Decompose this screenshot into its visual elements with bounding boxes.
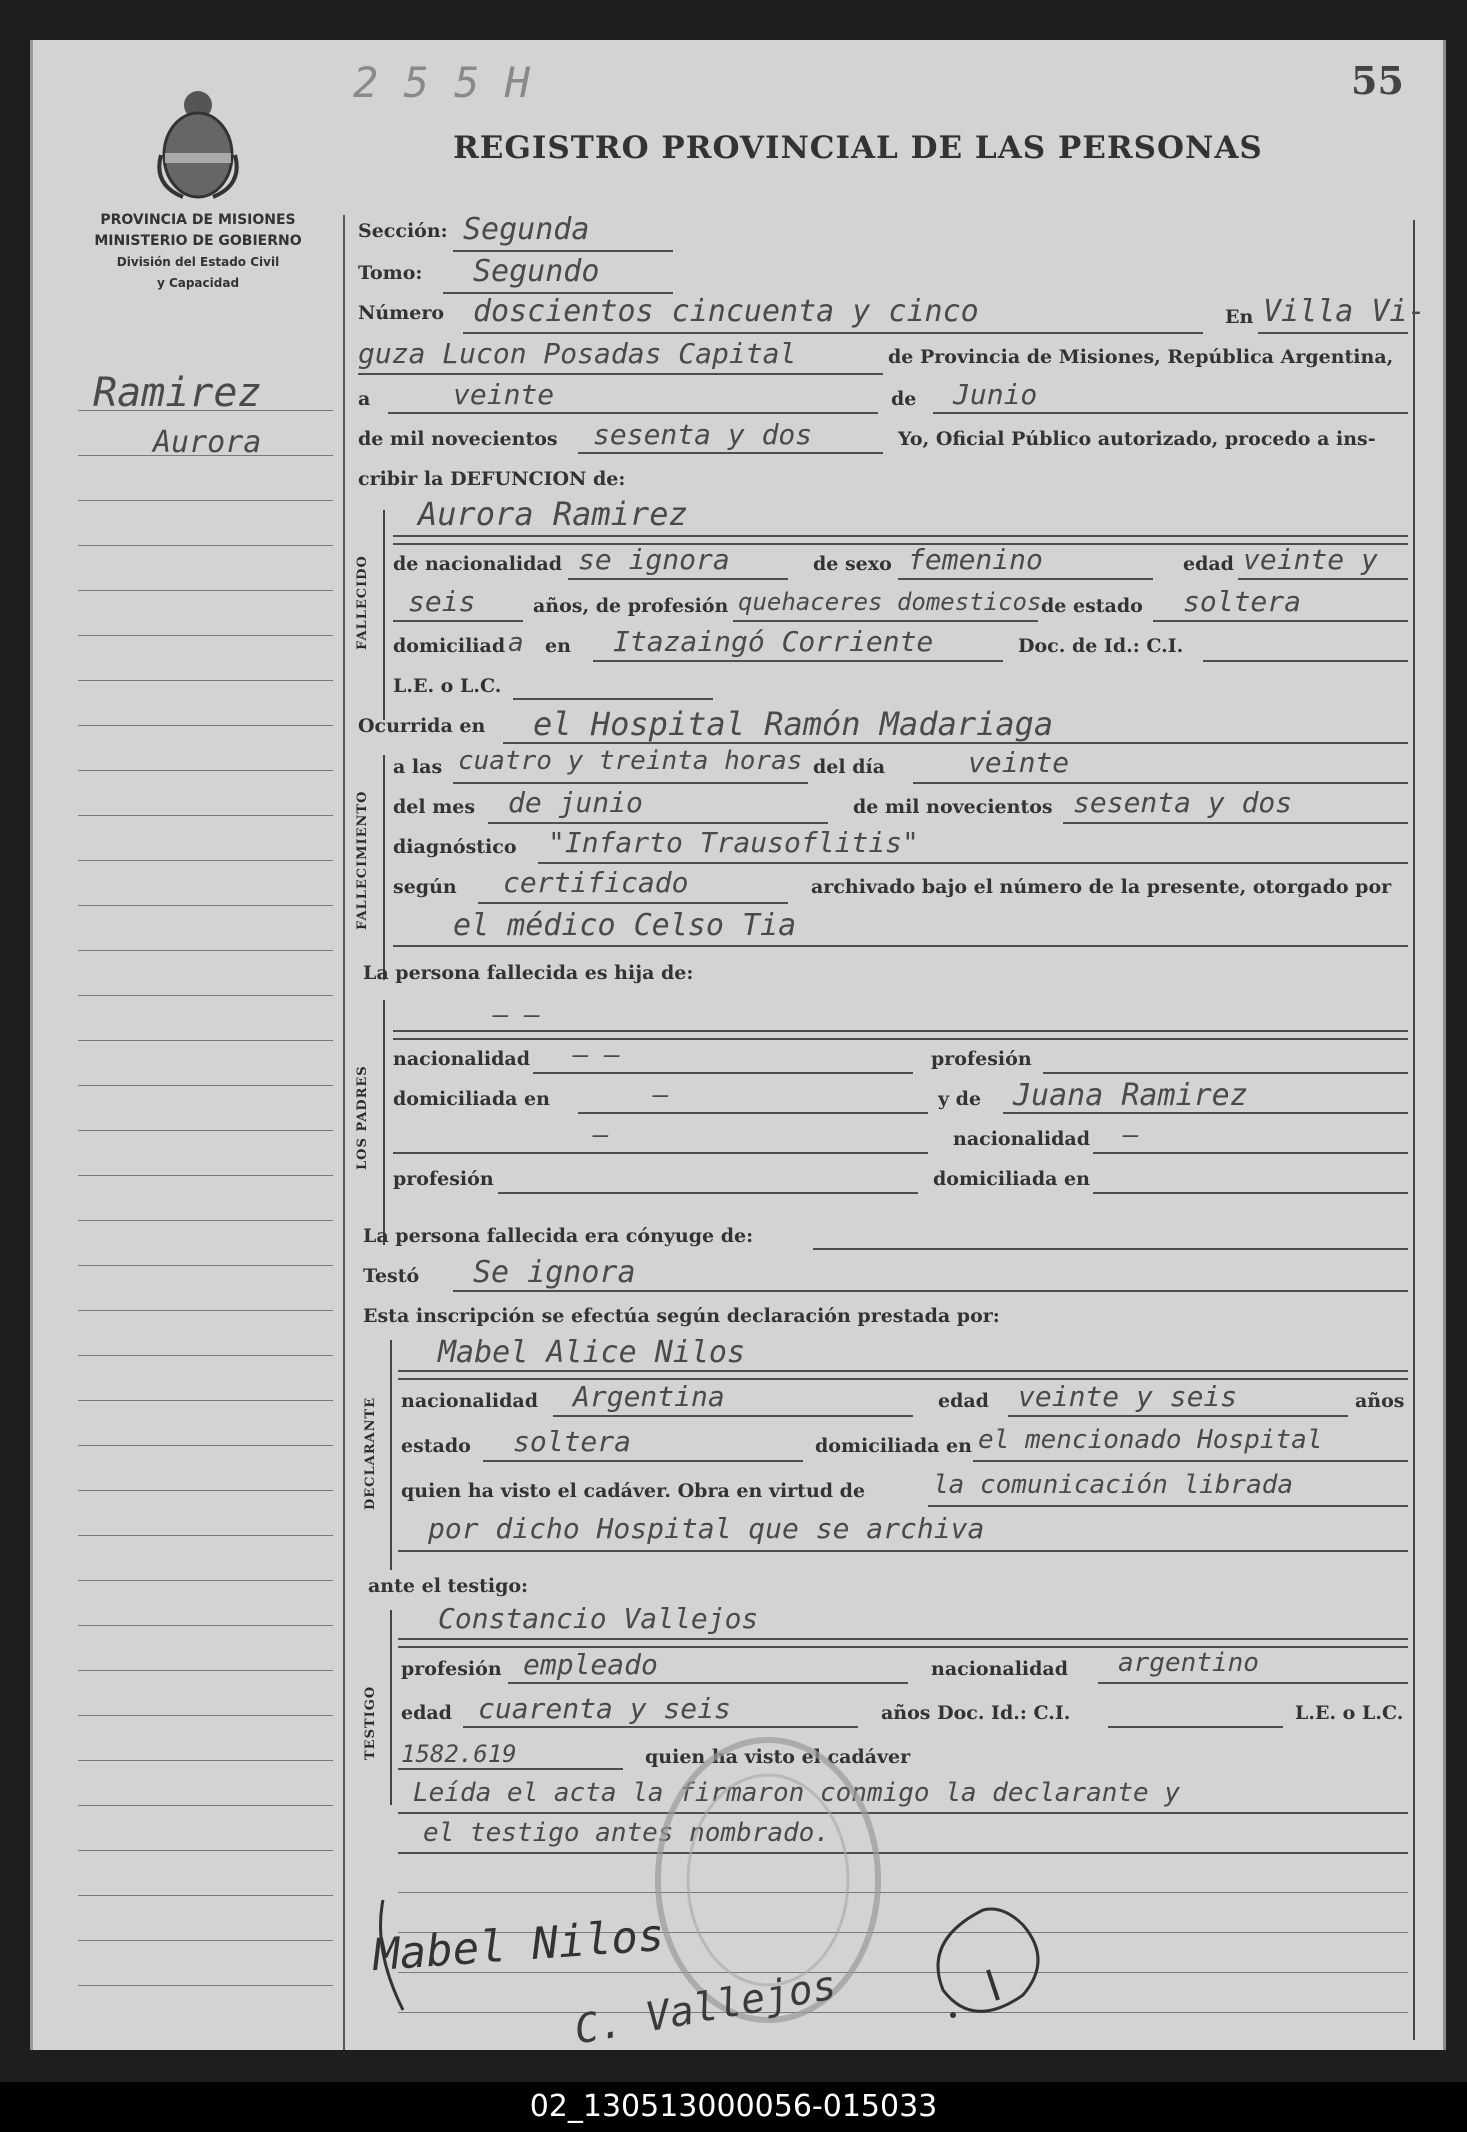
testigo-visto-text: quien ha visto el cadáver bbox=[645, 1746, 911, 1768]
place-value: guza Lucon Posadas Capital bbox=[358, 337, 797, 370]
numero-value: doscientos cincuenta y cinco bbox=[473, 294, 979, 329]
profesion-label: años, de profesión bbox=[533, 595, 729, 617]
declarante-domiciliada-value: el mencionado Hospital bbox=[978, 1425, 1323, 1455]
testigo-doc-value: 1582.619 bbox=[401, 1740, 517, 1768]
declarante-edad-label: edad bbox=[938, 1390, 989, 1412]
padre-name: — — bbox=[493, 1000, 540, 1030]
testigo-profesion-value: empleado bbox=[523, 1648, 658, 1681]
de-label: de bbox=[891, 388, 917, 410]
edad-label: edad bbox=[1183, 553, 1234, 575]
registry-page bbox=[30, 40, 1446, 2054]
madre-label: y de bbox=[938, 1088, 982, 1110]
official-text: Yo, Oficial Público autorizado, procedo a ins- bbox=[898, 428, 1376, 450]
mes-label: del mes bbox=[393, 796, 476, 818]
mes-value: de junio bbox=[508, 786, 643, 819]
testigo-tag: TESTIGO bbox=[363, 1685, 378, 1760]
declarante-obra-value-cont: por dicho Hospital que se archiva bbox=[428, 1512, 985, 1545]
signature-declarante: Mabel Nilos bbox=[371, 1909, 666, 1982]
testigo-bar bbox=[390, 1610, 392, 1805]
en-label: En bbox=[1225, 306, 1254, 328]
closing-line-1: Leída el acta la firmaron conmigo la declarante y bbox=[413, 1778, 1181, 1808]
edad-value-cont: seis bbox=[408, 585, 476, 618]
declarante-obra-value: la comunicación librada bbox=[933, 1470, 1294, 1500]
nacionalidad-label: de nacionalidad bbox=[393, 553, 563, 575]
testo-label: Testó bbox=[363, 1265, 420, 1287]
doc-label: Doc. de Id.: C.I. bbox=[1018, 635, 1184, 657]
medico-value: el médico Celso Tia bbox=[453, 908, 797, 943]
testigo-edad-label: edad bbox=[401, 1702, 452, 1724]
segun-value: certificado bbox=[503, 866, 689, 899]
top-handwritten-note: 2 5 5 H bbox=[353, 58, 531, 107]
province-header bbox=[83, 210, 313, 294]
dia-label: del día bbox=[813, 756, 886, 778]
madre-domiciliada-label: domiciliada en bbox=[933, 1168, 1090, 1190]
right-border bbox=[1413, 220, 1415, 2040]
nacionalidad-value: se ignora bbox=[578, 543, 730, 576]
testigo-edad-value: cuarenta y seis bbox=[478, 1692, 731, 1725]
margin-given-name: Aurora bbox=[153, 425, 262, 460]
declarante-estado-label: estado bbox=[401, 1435, 471, 1457]
domicilio-value: Itazaingó Corriente bbox=[613, 625, 934, 658]
testigo-nacionalidad-label: nacionalidad bbox=[931, 1658, 1069, 1680]
domicilio-label: domiciliad bbox=[393, 635, 506, 657]
a-value: veinte bbox=[453, 378, 555, 411]
dia-value: veinte bbox=[968, 746, 1070, 779]
diagnostico-label: diagnóstico bbox=[393, 836, 517, 858]
le-label: L.E. o L.C. bbox=[393, 675, 502, 697]
declarante-domiciliada-label: domiciliada en bbox=[815, 1435, 972, 1457]
padre-domicilio-value: — bbox=[653, 1080, 669, 1110]
fallecimiento-tag: FALLECIMIENTO bbox=[355, 790, 370, 930]
ante-testigo-text: ante el testigo: bbox=[368, 1575, 529, 1597]
file-id-footer: 02_130513000056-015033 bbox=[0, 2082, 1467, 2132]
madre-domicilio-value: — bbox=[593, 1120, 609, 1150]
declarante-nacionalidad-label: nacionalidad bbox=[401, 1390, 539, 1412]
profesion-value: quehaceres domesticos bbox=[738, 588, 1042, 616]
coat-of-arms-icon bbox=[153, 85, 243, 205]
sexo-value: femenino bbox=[908, 543, 1043, 576]
signature-stroke-icon bbox=[363, 1890, 463, 2020]
ministry-line: MINISTERIO DE GOBIERNO bbox=[94, 233, 302, 249]
declarante-tag: DECLARANTE bbox=[363, 1396, 378, 1510]
ocurrida-value: el Hospital Ramón Madariaga bbox=[533, 705, 1054, 743]
madre-nacionalidad-label: nacionalidad bbox=[953, 1128, 1091, 1150]
seccion-value: Segunda bbox=[463, 212, 590, 247]
tomo-value: Segundo bbox=[473, 254, 600, 289]
margin-divider bbox=[343, 215, 345, 2050]
margin-surname: Ramirez bbox=[93, 370, 262, 416]
hora-value: cuatro y treinta horas bbox=[458, 746, 803, 776]
deceased-name: Aurora Ramirez bbox=[418, 495, 688, 533]
province-text: de Provincia de Misiones, República Argentina, bbox=[888, 346, 1394, 368]
hora-label: a las bbox=[393, 756, 443, 778]
inscripcion-text: Esta inscripción se efectúa según declaración prestada por: bbox=[363, 1305, 1000, 1327]
en-value: Villa Vi- bbox=[1263, 294, 1426, 329]
padres-tag: LOS PADRES bbox=[355, 1065, 370, 1170]
fallecido-tag: FALLECIDO bbox=[355, 555, 370, 650]
domicilio-en-label: en bbox=[545, 635, 571, 657]
diagnostico-value: "Infarto Trausoflitis" bbox=[548, 826, 919, 859]
sexo-label: de sexo bbox=[813, 553, 892, 575]
page-title: REGISTRO PROVINCIAL DE LAS PERSONAS bbox=[453, 130, 1263, 166]
anio-value: sesenta y dos bbox=[1073, 786, 1293, 819]
madre-name: Juana Ramirez bbox=[1013, 1078, 1248, 1113]
conyuge-label: La persona fallecida era cónyuge de: bbox=[363, 1225, 754, 1247]
inscribir-text: cribir la DEFUNCION de: bbox=[358, 468, 626, 490]
edad-value: veinte y bbox=[1243, 543, 1378, 576]
division-line: División del Estado Civil bbox=[116, 255, 280, 269]
estado-value: soltera bbox=[1183, 585, 1302, 618]
year-value: sesenta y dos bbox=[593, 418, 813, 451]
testigo-le-label: L.E. o L.C. bbox=[1295, 1702, 1404, 1724]
numero-label: Número bbox=[358, 302, 445, 324]
domicilio-suffix: a bbox=[508, 628, 524, 658]
a-label: a bbox=[358, 388, 371, 410]
estado-label: de estado bbox=[1041, 595, 1143, 617]
testigo-nacionalidad-value: argentino bbox=[1118, 1648, 1259, 1678]
testigo-name: Constancio Vallejos bbox=[438, 1602, 759, 1635]
seccion-label: Sección: bbox=[358, 220, 448, 242]
segun-label: según bbox=[393, 876, 457, 898]
padres-bar bbox=[383, 1000, 385, 1245]
padre-nacionalidad-label: nacionalidad bbox=[393, 1048, 531, 1070]
padre-nacionalidad-value: — — bbox=[573, 1040, 620, 1070]
madre-profesion-label: profesión bbox=[393, 1168, 494, 1190]
testo-value: Se ignora bbox=[473, 1255, 636, 1290]
year-label: de mil novecientos bbox=[358, 428, 558, 450]
declarante-anos-label: años bbox=[1355, 1390, 1405, 1412]
anio-label: de mil novecientos bbox=[853, 796, 1053, 818]
declarante-visto-text: quien ha visto el cadáver. Obra en virtud de bbox=[401, 1480, 866, 1502]
fallecido-bar bbox=[383, 510, 385, 720]
province-line: PROVINCIA DE MISIONES bbox=[100, 212, 296, 228]
page-number: 55 bbox=[1351, 58, 1404, 103]
closing-line-2: el testigo antes nombrado. bbox=[423, 1818, 830, 1848]
tomo-label: Tomo: bbox=[358, 262, 423, 284]
declarante-estado-value: soltera bbox=[513, 1425, 632, 1458]
testigo-profesion-label: profesión bbox=[401, 1658, 502, 1680]
declarante-nacionalidad-value: Argentina bbox=[573, 1380, 725, 1413]
ocurrida-label: Ocurrida en bbox=[358, 715, 486, 737]
official-signature-icon bbox=[913, 1900, 1063, 2030]
madre-nacionalidad-value: — bbox=[1123, 1120, 1139, 1150]
de-value: Junio bbox=[953, 378, 1038, 411]
capacity-line: y Capacidad bbox=[156, 276, 240, 290]
fallecimiento-bar bbox=[383, 755, 385, 980]
padre-domicilio-label: domiciliada en bbox=[393, 1088, 550, 1110]
declarante-name: Mabel Alice Nilos bbox=[438, 1335, 746, 1370]
archivado-text: archivado bajo el número de la presente, otorgado por bbox=[811, 876, 1392, 898]
testigo-anos-doc-label: años Doc. Id.: C.I. bbox=[881, 1702, 1071, 1724]
hija-text: La persona fallecida es hija de: bbox=[363, 962, 694, 984]
signature-testigo: C. Vallejos bbox=[571, 1962, 840, 2054]
padre-profesion-label: profesión bbox=[931, 1048, 1032, 1070]
declarante-edad-value: veinte y seis bbox=[1018, 1380, 1238, 1413]
declarante-bar bbox=[390, 1340, 392, 1570]
